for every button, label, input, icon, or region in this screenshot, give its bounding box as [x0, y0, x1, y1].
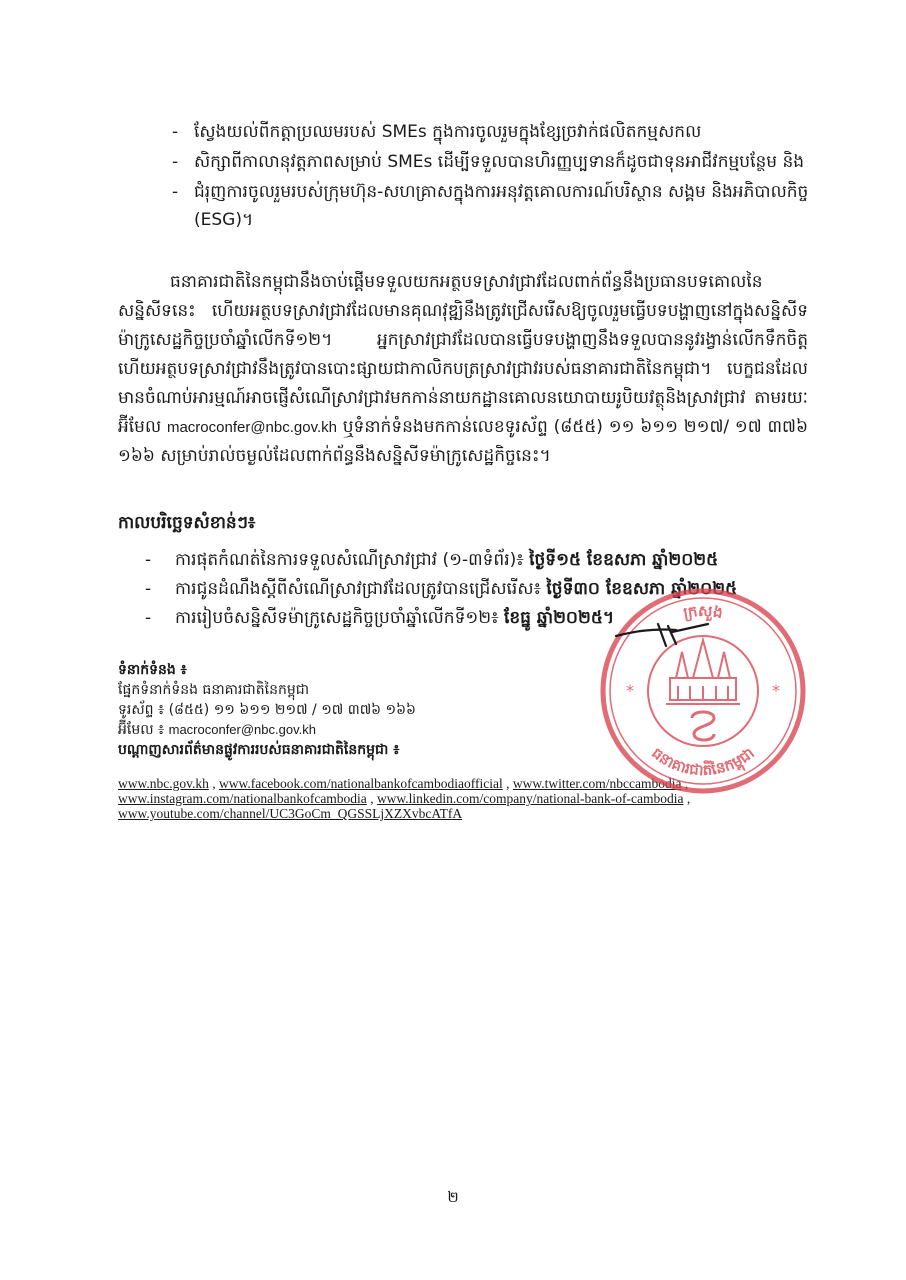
svg-text:*: * — [772, 681, 780, 700]
youtube-link[interactable]: www.youtube.com/channel/UC3GoCm_QGSSLjXZXvbcATfA — [118, 806, 463, 821]
svg-text:*: * — [626, 681, 634, 700]
svg-text:ធនាគារជាតិនៃកម្ពុជា — [648, 744, 757, 780]
facebook-link[interactable]: www.facebook.com/nationalbankofcambodiaofficial — [219, 776, 503, 791]
contact-title: ទំនាក់ទំនង ៖ — [118, 662, 187, 678]
page-number: ២ — [447, 1188, 459, 1206]
signature-icon — [612, 606, 732, 656]
email-link[interactable]: macroconfer@nbc.gov.kh — [166, 419, 337, 436]
instagram-link[interactable]: www.instagram.com/nationalbankofcambodia — [118, 791, 367, 806]
contact-email-link[interactable]: macroconfer@nbc.gov.kh — [168, 722, 316, 737]
objectives-list — [172, 118, 812, 236]
contact-department: ផ្នែកទំនាក់ទំនង ធនាគារជាតិនៃកម្ពុជា — [118, 682, 310, 698]
deadlines-heading: កាលបរិច្ឆេទសំខាន់ៗ៖ — [118, 513, 256, 533]
body-paragraph: ធនាគារជាតិនៃកម្ពុជានឹងចាប់ផ្តើមទទួលយកអត្ថបទស្រាវជ្រាវដែលពាក់ព័ន្ធនឹងប្រធានបទគោលនៃសន្និសីទនេះ ហើយអត្ថបទស្រាវជ្រាវដែលមានគុណវុឌ្ឍិនឹងត្រូវជ្រើសរើសឱ្យចូលរួមធ្វើបទបង្ហាញនៅក្នុងសន្និសីទម៉ាក្រូសេដ្ឋកិច្ចប្រចាំឆ្នាំលើកទី១២។ អ្នកស្រាវជ្រាវដែលបានធ្វើបទបង្ហាញនឹងទទួលបាននូវរង្វាន់លើកទឹកចិត្ត ហើយអត្ថបទស្រាវជ្រាវនឹងត្រូវបានបោះផ្សាយជាកាលិកបត្រស្រាវជ្រាវរបស់ធនាគារជាតិនៃកម្ពុជា។ បេក្ខជនដែលមានចំណាប់អារម្មណ៍អាចផ្ញើសំណើស្រាវជ្រាវមកកាន់នាយកដ្ឋានគោលនយោបាយរូបិយវត្ថុនិងស្រាវជ្រាវ តាមរយៈអ៊ីមែល macroconfer@nbc.gov.kh ឬទំនាក់ទំនងមកកាន់លេខទូរស័ព្ទ (៨៥៥) ១១ ៦១១ ២១៧/ ១៧ ៣៧៦ ១៦៦ សម្រាប់រាល់ចម្ងល់ដែលពាក់ព័ន្ធនឹងសន្និសីទម៉ាក្រូសេដ្ឋកិច្ចនេះ។ — [118, 272, 809, 466]
list-item: - ស្វែងយល់ពីកត្តាប្រឈមរបស់ SMEs ក្នុងការចូលរួមក្នុងខ្សែច្រវាក់ផលិតកម្មសកល — [172, 122, 702, 142]
seal-top-text: ក្រសួង — [682, 601, 725, 623]
social-links: www.nbc.gov.kh , www.facebook.com/nationalbankofcambodiaofficial , www.twitter.com/nbccambodia , www.instagram.com/nationalbankofcambodia , www.linkedin.com/company/national-bank-of-cambodia , www.youtube.com/channel/UC3GoCm_QGSSLjXZXvbcATfA — [118, 776, 691, 821]
list-item: - ការផុតកំណត់នៃការទទួលសំណើស្រាវជ្រាវ (១-៣ទំព័រ)៖ ថ្ងៃទី១៥ ខែឧសភា ឆ្នាំ២០២៥ — [145, 550, 719, 570]
contact-phone: ទូរស័ព្ទ ៖ (៨៥៥) ១១ ៦១១ ២១៧ / ១៧ ៣៧៦ ១៦៦ — [118, 702, 416, 718]
contact-email-line: អ៊ីមែល ៖ macroconfer@nbc.gov.kh — [118, 722, 316, 738]
website-link[interactable]: www.nbc.gov.kh — [118, 776, 209, 791]
emblem-glyph-icon — [692, 712, 714, 740]
list-item: - សិក្សាពីកាលានុវត្តភាពសម្រាប់ SMEs ដើម្បីទទួលបានហិរញ្ញប្បទានក៏ដូចជាទុនអាជីវកម្មបន្ថែម និង — [172, 152, 805, 172]
twitter-link[interactable]: www.twitter.com/nbccambodia — [512, 776, 682, 791]
social-networks-title: បណ្តាញសារព័ត៌មានផ្លូវការរបស់ធនាគារជាតិនៃកម្ពុជា ៖ — [118, 742, 400, 758]
seal-bottom-text: ធនាគារជាតិនៃកម្ពុជា — [648, 743, 758, 780]
list-item: - ការជូនដំណឹងស្តីពីសំណើស្រាវជ្រាវដែលត្រូវបានជ្រើសរើស៖ ថ្ងៃទី៣០ ខែឧសភា ឆ្នាំ២០២៥ — [145, 579, 738, 599]
list-item: - ការរៀបចំសន្និសីទម៉ាក្រូសេដ្ឋកិច្ចប្រចាំឆ្នាំលើកទី១២៖ ខែធ្នូ ឆ្នាំ២០២៥។ — [145, 608, 615, 628]
list-item: - ជំរុញការចូលរួមរបស់ក្រុមហ៊ុន-សហគ្រាសក្នុងការអនុវត្តគោលការណ៍បរិស្ថាន សង្គម និងអភិបាលកិច្ច (ESG)។ — [172, 182, 809, 230]
linkedin-link[interactable]: www.linkedin.com/company/national-bank-of-cambodia — [376, 791, 684, 806]
